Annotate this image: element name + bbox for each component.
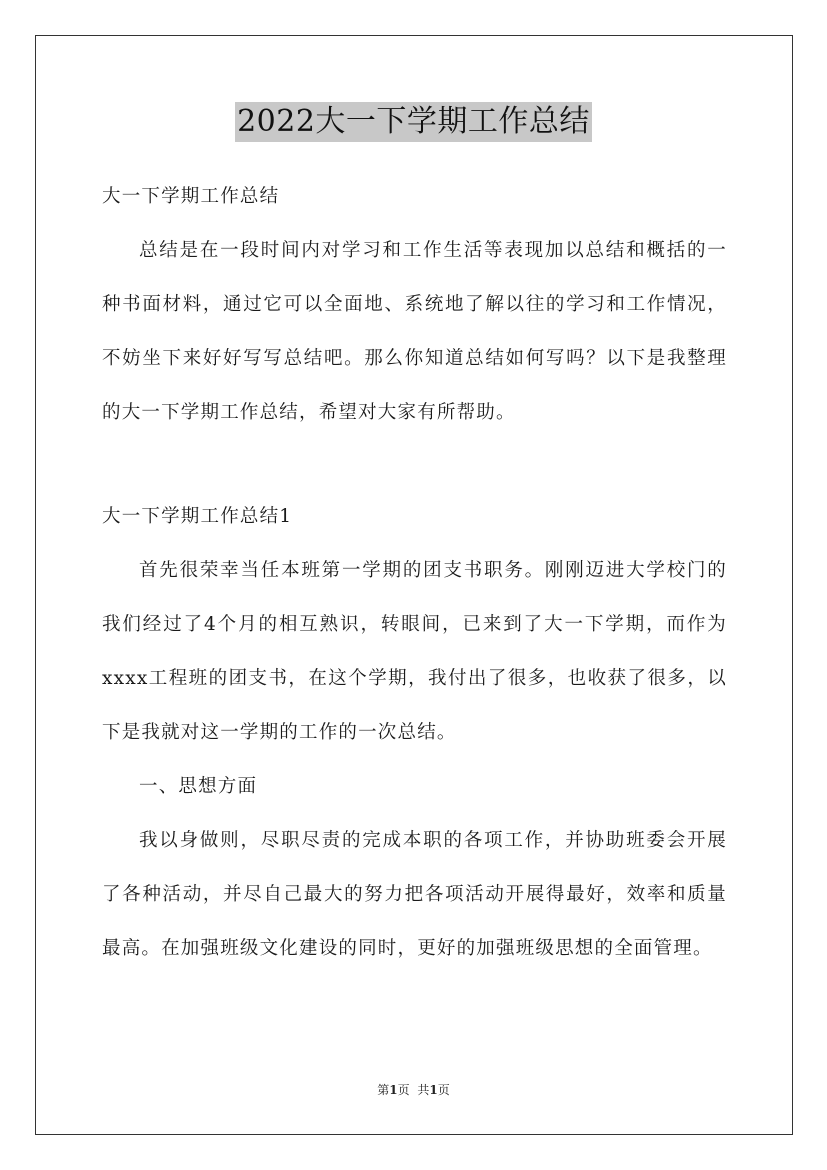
section1-heading: 大一下学期工作总结1 [102,506,293,527]
subsection1-heading: 一、思想方面 [139,776,258,797]
section-spacer [102,440,727,490]
footer-page-prefix: 第 [377,1083,390,1097]
title-container [0,102,827,142]
section1-paragraph: 首先很荣幸当任本班第一学期的团支书职务。刚刚迈进大学校门的我们经过了4个月的相互熟识，转眼间，已来到了大一下学期，而作为xxxx工程班的团支书，在这个学期，我付出了很多，也收获了很多，以下是我就对这一学期的工作的一次总结。 [102,560,727,743]
footer-page-suffix: 页 [397,1083,410,1097]
footer-total-pages: 1 [429,1083,438,1097]
footer-page-number: 1 [389,1083,398,1097]
footer-total-prefix: 共 [417,1083,430,1097]
document-title: 2022大一下学期工作总结 [235,102,592,142]
intro-paragraph: 总结是在一段时间内对学习和工作生活等表现加以总结和概括的一种书面材料，通过它可以全面地、系统地了解以往的学习和工作情况，不妨坐下来好好写写总结吧。那么你知道总结如何写吗？以下是我整理的大一下学期工作总结，希望对大家有所帮助。 [102,240,727,423]
document-subtitle: 大一下学期工作总结 [102,186,280,207]
footer-total-suffix: 页 [437,1083,450,1097]
document-body [102,170,727,976]
subsection1-paragraph: 我以身做则，尽职尽责的完成本职的各项工作，并协助班委会开展了各种活动，并尽自己最大的努力把各项活动开展得最好，效率和质量最高。在加强班级文化建设的同时，更好的加强班级思想的全面管理。 [102,830,727,959]
page-footer [0,1082,827,1098]
